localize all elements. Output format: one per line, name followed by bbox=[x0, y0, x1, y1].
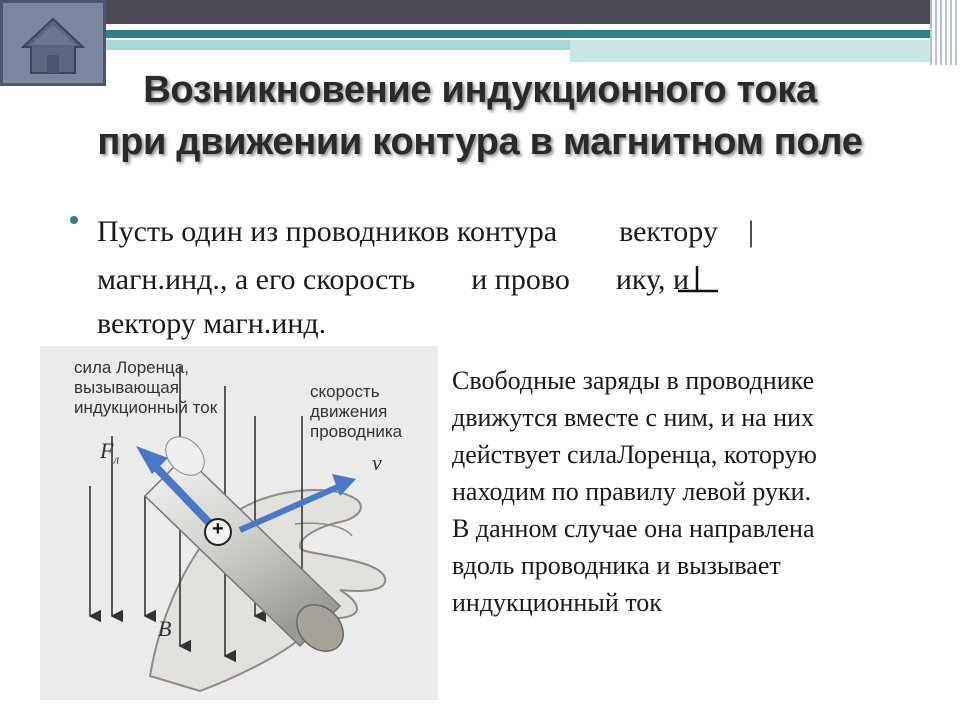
explanation-line: Свободные заряды в проводнике bbox=[452, 366, 815, 395]
bullet-line-2-start: магн.инд., а его скорость bbox=[97, 263, 416, 296]
velocity-label: скорость движения проводника bbox=[310, 382, 403, 441]
bullet-line-1 bbox=[97, 214, 718, 250]
slide-title bbox=[40, 64, 920, 168]
velocity-symbol: v bbox=[372, 450, 382, 475]
bullet-line-3: вектору магн.инд. bbox=[97, 307, 327, 340]
header-stripes bbox=[930, 0, 960, 65]
explanation-line: вдоль проводника и вызывает bbox=[452, 551, 781, 580]
bullet-line-2-end: ику, и bbox=[615, 263, 690, 296]
explanation-line: движутся вместе с ним, и на них bbox=[452, 403, 814, 432]
bullet-line-1-start: Пусть один из проводников контура bbox=[97, 215, 558, 248]
bullet-line-2-mid: и прово bbox=[471, 263, 570, 296]
force-symbol: $F_л$ bbox=[100, 438, 120, 467]
explanation-line: В данном случае она направлена bbox=[452, 514, 815, 543]
slide-title-line-2: при движении контура в магнитном поле bbox=[97, 121, 863, 163]
header-bar-light bbox=[100, 40, 570, 50]
force-label: сила Лоренца, вызывающая индукционный ток bbox=[74, 358, 218, 417]
header-bar-light-right bbox=[570, 40, 930, 62]
explanation-line: индукционный ток bbox=[452, 588, 662, 617]
field-symbol: B bbox=[158, 616, 172, 641]
bullet-line-2 bbox=[97, 262, 689, 298]
header-bar-teal bbox=[100, 30, 960, 38]
explanation-text bbox=[452, 362, 922, 621]
bullet-marker bbox=[70, 216, 78, 224]
lorentz-force-figure bbox=[40, 346, 438, 700]
header-bar-dark bbox=[0, 0, 960, 24]
slide-title-line-1: Возникновение индукционного тока bbox=[143, 69, 817, 111]
explanation-line: действует силаЛоренца, которую bbox=[452, 440, 817, 469]
bullet-line-1-end: вектору bbox=[619, 215, 718, 248]
perpendicular-mark: | bbox=[748, 215, 755, 248]
explanation-line: находим по правилу левой руки. bbox=[452, 477, 812, 506]
perpendicular-symbol bbox=[672, 262, 722, 296]
charge-sign: + bbox=[212, 518, 224, 540]
